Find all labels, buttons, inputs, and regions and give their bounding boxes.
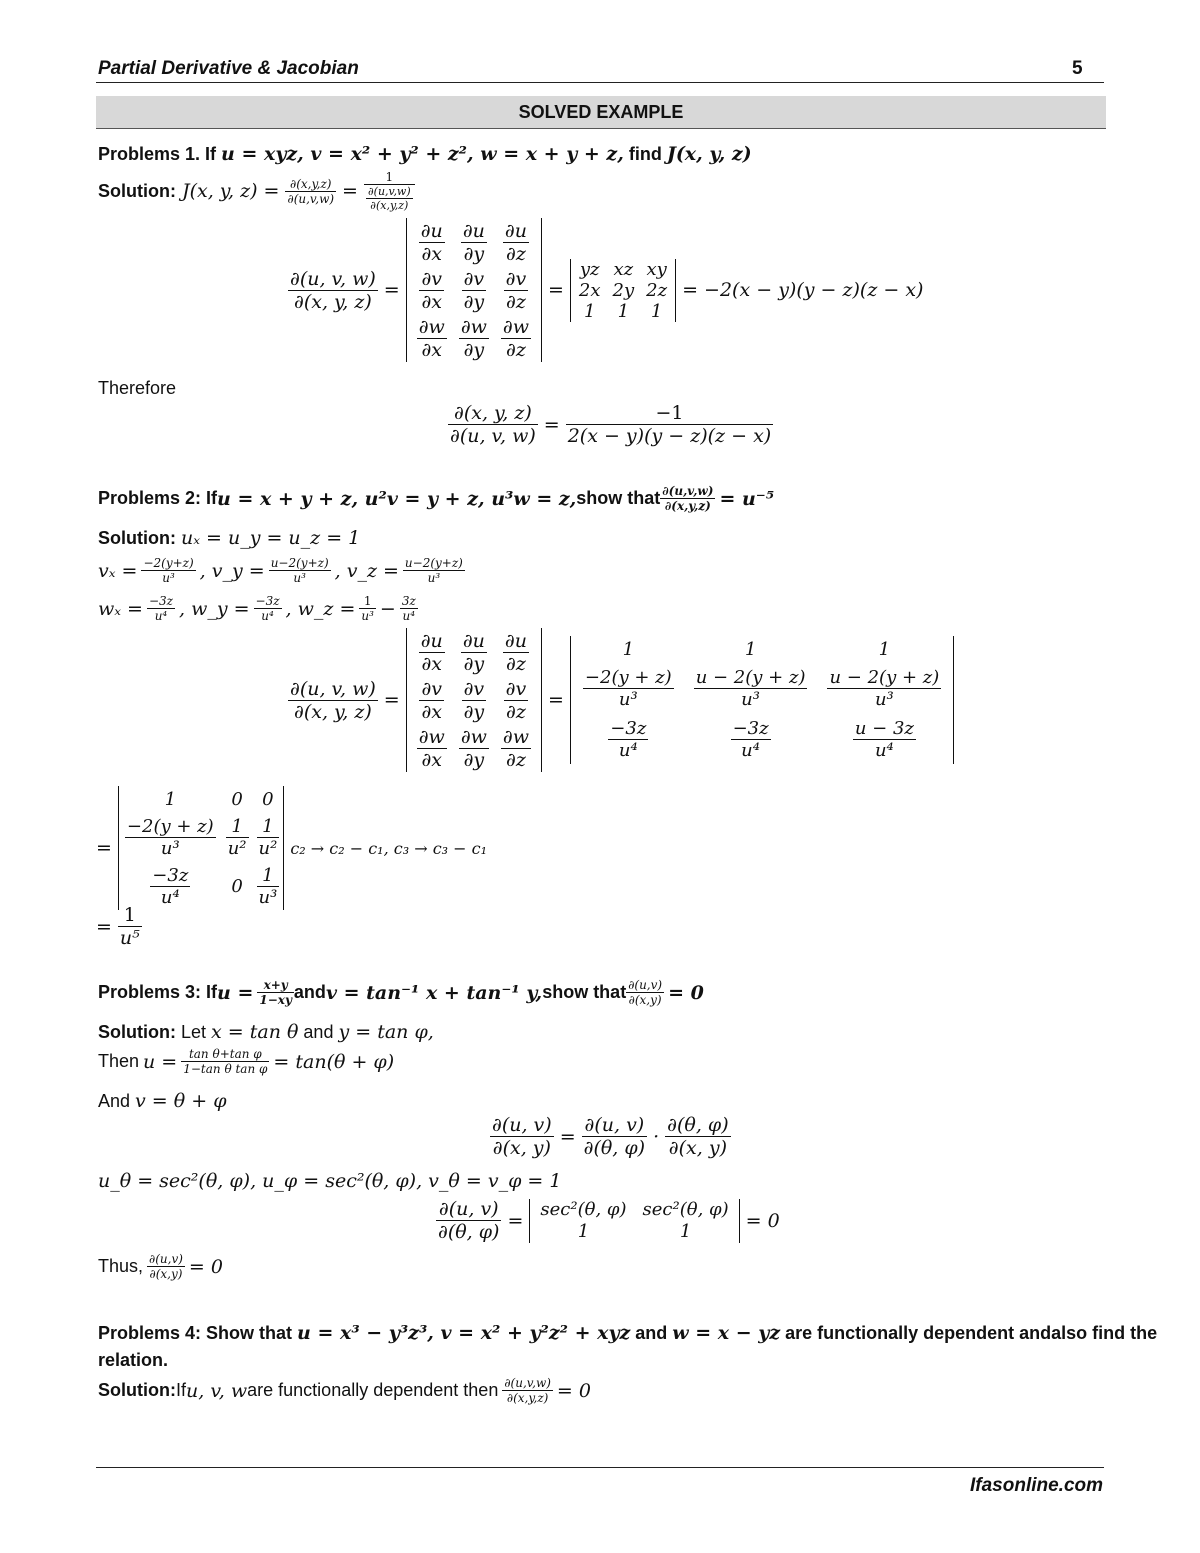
matrix-cell — [459, 314, 489, 362]
p2-wz-frac2: $\frac{3z}{\text{u⁴}}$ — [401, 594, 416, 623]
p2-reduced-eq: = 1 $\frac{-2(y + z)}{\text{u³}}$ $\frac{-3z}{\text{u⁴}}$ 0 $\frac{1}{\text{u²}}$ 0 0 $\frac{1}{\text{u²}}$ $\frac{1}{\text{u³}}$ c₂ → c₂ − c₁, c₃ → c₃ − c₁ — [96, 786, 487, 910]
p3-thus — [98, 1252, 223, 1281]
p1-inv-rhs: $\frac{-1}{2(x - y)(y - z)(z - x)}$ — [567, 402, 772, 447]
p2-label: Problems 2: If — [98, 488, 218, 508]
matrix-cell: 0 — [262, 788, 274, 810]
partial-derivative: $\frac{\partial u}{\partial z}$ — [504, 629, 527, 675]
p3-label: Problems 3: If — [98, 982, 218, 1002]
p2-partial-det — [406, 628, 542, 772]
matrix-cell: 1 — [577, 1220, 590, 1242]
p2-wz-frac1: $\frac{1}{\text{u³}}$ — [361, 594, 374, 623]
matrix-cell: xy — [646, 258, 667, 280]
matrix-cell — [419, 218, 445, 266]
p2-wx-lhs: wₓ = — [98, 597, 143, 620]
p2-wy-lhs: , w_y = — [178, 597, 250, 620]
p2-jacobian-eq: $\frac{\partial(u, v, w)}{\partial(x, y, z)}$ = $\frac{\partial u}{\partial x}$ $\frac{\partial v}{\partial x}$ $\frac{\partial w}{\partial x}$ $\frac{\partial u}{\partial y}$ $\frac{\partial v}{\partial y}$ $\frac{\partial w}{\partial y}$ $\frac{\partial u}{\partial z}$ $\frac{\partial v}{\partial z}$ $\frac{\partial w}{\partial z}$ = 1 $\frac{-2(y + z)}{\text{u³}}$ $\frac{-3z}{\text{u⁴}}$ 1 $\frac{u - 2(y + z)}{\text{u³}}$ $\frac{-3z}{\text{u⁴}}$ 1 $\frac{u - 2(y + z)}{\text{u³}}$ $\frac{u - 3z}{\text{u⁴}}$ — [288, 628, 954, 772]
header-title: Partial Derivative & Jacobian — [98, 58, 359, 79]
p3-and: and — [293, 982, 326, 1002]
fraction: $\frac{u - 3z}{\text{u⁴}}$ — [854, 717, 914, 761]
partial-derivative: $\frac{\partial w}{\partial y}$ — [460, 725, 487, 771]
header-rule — [96, 82, 1104, 83]
matrix-cell — [501, 314, 531, 362]
fraction: $\frac{-2(y + z)}{\text{u³}}$ — [126, 815, 214, 859]
p1-therefore: Therefore — [98, 378, 177, 398]
matrix-cell: 0 — [231, 875, 243, 897]
p2-wy-frac: $\frac{-3z}{\text{u⁴}}$ — [255, 594, 280, 623]
p1-solution — [98, 170, 415, 212]
p4-and: and — [630, 1323, 673, 1343]
p3-thus-label: Thus, — [98, 1256, 144, 1276]
partial-derivative: $\frac{\partial v}{\partial y}$ — [463, 677, 485, 723]
matrix-cell — [503, 628, 529, 676]
p3-thus-rhs: = 0 — [188, 1255, 223, 1278]
p2-vy-lhs: , v_y = — [199, 559, 265, 582]
matrix-cell — [827, 662, 941, 714]
p4-sol-rhs: = 0 — [556, 1379, 591, 1402]
p3-chain-rule: $\frac{\partial(u, v)}{\partial(x, y)}$ = $\frac{\partial(u, v)}{\partial(\theta, \varphi)}$ · $\frac{\partial(\theta, \varphi)}{\partial(x, y)}$ — [492, 1114, 729, 1159]
matrix-cell: 1 — [164, 788, 177, 810]
fraction: $\frac{-3z}{\text{u⁴}}$ — [152, 864, 189, 908]
p2-sol-label: Solution: — [98, 528, 181, 548]
p3-then-label: Then — [98, 1051, 140, 1071]
p1-result: = −2(x − y)(y − z)(z − x) — [682, 279, 924, 301]
p3-let-x: x = tan θ — [211, 1021, 299, 1043]
p4-sol-text: are functionally dependent then — [247, 1380, 499, 1400]
p1-J: J(x, y, z) = — [181, 180, 280, 202]
p2-show: show that — [576, 488, 661, 508]
p2-show-frac: $\frac{\partial(u,v,w)}{\partial(x,y,z)}$ — [662, 484, 714, 513]
p1-jacobian-eq: $\frac{\partial(u, v, w)}{\partial(x, y, z)}$ = $\frac{\partial u}{\partial x}$ $\frac{\partial v}{\partial x}$ $\frac{\partial w}{\partial x}$ $\frac{\partial u}{\partial y}$ $\frac{\partial v}{\partial y}$ $\frac{\partial w}{\partial y}$ $\frac{\partial u}{\partial z}$ $\frac{\partial v}{\partial z}$ $\frac{\partial w}{\partial z}$ = yz 2x 1 xz 2y 1 xy 2z 1 = −2(x − y)(y − z)(z − x) — [290, 219, 924, 361]
p4-sol-if: If — [175, 1380, 186, 1400]
matrix-cell — [731, 714, 771, 764]
partial-derivative: $\frac{\partial w}{\partial z}$ — [502, 725, 529, 771]
p3-statement — [98, 978, 704, 1007]
partial-derivative: $\frac{\partial u}{\partial y}$ — [462, 219, 485, 265]
matrix-cell — [419, 628, 445, 676]
fraction: $\frac{u - 2(y + z)}{\text{u³}}$ — [829, 666, 940, 710]
partial-derivative: $\frac{\partial v}{\partial z}$ — [505, 677, 527, 723]
p3-u-lhs: u = — [217, 981, 254, 1004]
matrix-cell: 1 — [679, 1220, 692, 1242]
p1-eq: = — [342, 180, 358, 202]
p1-frac-xyz-uvw: $\frac{\partial(x,y,z)}{\partial(u,v,w)}$ — [287, 176, 335, 206]
p3-chain-lhs: $\frac{\partial(u, v)}{\partial(x, y)}$ — [492, 1114, 552, 1159]
p3-solution — [98, 1021, 434, 1043]
p3-then-frac: $\frac{\text{tan θ+tan φ}}{\text{1−tan θ tan φ}}$ — [183, 1047, 268, 1076]
matrix-cell: 0 — [231, 788, 243, 810]
matrix-cell — [461, 628, 487, 676]
p4-w-expr: w = x − yz — [672, 1322, 781, 1344]
matrix-cell — [419, 676, 444, 724]
p2-value-det — [570, 636, 954, 764]
matrix-cell — [694, 662, 808, 714]
p3-sol-label: Solution: — [98, 1022, 181, 1042]
p1-numeric-det — [570, 259, 676, 322]
p3-let: Let — [180, 1022, 212, 1042]
p2-final-eq: = $\frac{1}{\text{u⁵}}$ — [96, 904, 140, 949]
p4-sol-frac: $\frac{\partial(u,v,w)}{\partial(x,y,z)}$ — [504, 1376, 551, 1405]
matrix-cell: sec²(θ, φ) — [642, 1198, 729, 1220]
matrix-cell — [150, 862, 190, 910]
p4-solution — [98, 1376, 591, 1405]
matrix-cell: 2x — [578, 279, 601, 301]
p2-solution — [98, 527, 360, 549]
p1-frac-reciprocal: $\frac{1}{\frac{\partial(u,v,w)}{\partial(x,y,z)}}$ — [364, 170, 415, 212]
p3-let-y: y = tan φ, — [338, 1021, 434, 1043]
matrix-cell — [257, 862, 280, 910]
p3-then-rhs: = tan(θ + φ) — [273, 1050, 395, 1073]
matrix-cell: 1 — [584, 300, 596, 322]
matrix-cell — [461, 218, 487, 266]
matrix-cell — [125, 812, 216, 862]
p3-and-v-expr: v = θ + φ — [135, 1090, 227, 1112]
p2-functions: u = x + y + z, u²v = y + z, u³w = z, — [217, 487, 577, 510]
matrix-cell — [462, 676, 487, 724]
p2-wz-minus: − — [379, 597, 396, 620]
fraction: $\frac{u - 2(y + z)}{\text{u³}}$ — [695, 666, 806, 710]
partial-derivative: $\frac{\partial v}{\partial x}$ — [421, 677, 443, 723]
p2-statement — [98, 484, 774, 513]
p4-statement-line1 — [98, 1322, 1157, 1344]
p2-wx-frac: $\frac{-3z}{\text{u⁴}}$ — [148, 594, 173, 623]
p2-reduced-det — [118, 786, 284, 910]
partial-derivative: $\frac{\partial u}{\partial y}$ — [462, 629, 485, 675]
matrix-cell — [608, 714, 648, 764]
p3-chain-dot: · — [653, 1125, 660, 1148]
section-band — [96, 96, 1106, 129]
p1-inv-lhs: $\frac{\partial(x, y, z)}{\partial(u, v, w)}$ — [450, 402, 536, 447]
matrix-cell — [417, 724, 447, 772]
p2-vz-lhs: , v_z = — [334, 559, 399, 582]
p4-statement-line2: relation. — [98, 1350, 169, 1370]
p3-u-frac: $\frac{x+y}{1-xy}$ — [259, 978, 292, 1007]
matrix-cell — [417, 314, 447, 362]
partial-derivative: $\frac{\partial w}{\partial x}$ — [418, 725, 445, 771]
matrix-cell — [419, 266, 444, 314]
p3-chain-f1: $\frac{\partial(u, v)}{\partial(\theta, \varphi)}$ — [583, 1114, 646, 1159]
p4-dependent-text: are functionally dependent andalso find the — [780, 1323, 1158, 1343]
matrix-cell — [501, 724, 531, 772]
partial-derivative: $\frac{\partial v}{\partial y}$ — [463, 267, 485, 313]
p2-v-partials — [98, 556, 465, 585]
matrix-cell — [226, 812, 249, 862]
partial-derivative: $\frac{\partial v}{\partial z}$ — [505, 267, 527, 313]
p3-then-u: u = — [143, 1050, 178, 1073]
matrix-cell — [503, 218, 529, 266]
p4-uv-expr: u = x³ − y³z³, v = x² + y²z² + xyz — [297, 1322, 631, 1344]
fraction: $\frac{1}{\text{u³}}$ — [258, 864, 278, 908]
p1-functions: u = xyz, v = x² + y² + z², w = x + y + z, — [221, 143, 624, 165]
p1-inverse-eq: $\frac{\partial(x, y, z)}{\partial(u, v, w)}$ = $\frac{-1}{2(x - y)(y - z)(z - x)}$ — [450, 402, 772, 447]
partial-derivative: $\frac{\partial w}{\partial x}$ — [418, 315, 445, 361]
matrix-cell: yz — [579, 258, 600, 280]
partial-derivative: $\frac{\partial u}{\partial x}$ — [420, 629, 443, 675]
p2-sol-expr: uₓ = u_y = u_z = 1 — [180, 527, 361, 549]
partial-derivative: $\frac{\partial v}{\partial x}$ — [421, 267, 443, 313]
page-number: 5 — [1072, 58, 1083, 79]
fraction: $\frac{1}{\text{u²}}$ — [258, 815, 278, 859]
p1-find-expr: J(x, y, z) — [666, 143, 752, 165]
p3-and2: and — [298, 1022, 339, 1042]
p2-vx-lhs: vₓ = — [98, 559, 138, 582]
section-band-label: SOLVED EXAMPLE — [518, 102, 684, 122]
partial-derivative: $\frac{\partial u}{\partial z}$ — [504, 219, 527, 265]
p2-column-ops: c₂ → c₂ − c₁, c₃ → c₃ − c₁ — [290, 838, 488, 858]
matrix-cell: 2z — [646, 279, 668, 301]
matrix-cell — [504, 266, 529, 314]
p2-show-rhs: = u⁻⁵ — [719, 487, 775, 510]
p4-show-that: Show that — [206, 1323, 298, 1343]
partial-derivative: $\frac{\partial w}{\partial z}$ — [502, 315, 529, 361]
p2-final-frac: $\frac{1}{\text{u⁵}}$ — [119, 904, 140, 949]
matrix-cell — [853, 714, 916, 764]
p3-then — [98, 1047, 394, 1076]
matrix-cell — [459, 724, 489, 772]
matrix-cell: xz — [613, 258, 634, 280]
matrix-cell: 1 — [622, 638, 635, 660]
matrix-cell: 1 — [744, 638, 757, 660]
partial-derivative: $\frac{\partial w}{\partial y}$ — [460, 315, 487, 361]
p1-jac-lhs: $\frac{\partial(u, v, w)}{\partial(x, y, z)}$ — [290, 267, 376, 313]
matrix-cell — [462, 266, 487, 314]
p2-vy-frac: $\frac{u-2(y+z)}{\text{u³}}$ — [270, 556, 329, 585]
p3-v-expr: v = tan⁻¹ x + tan⁻¹ y, — [325, 981, 543, 1004]
p1-partial-det — [406, 218, 542, 362]
p1-find: find — [623, 144, 667, 164]
partial-derivative: $\frac{\partial u}{\partial x}$ — [420, 219, 443, 265]
matrix-cell: 1 — [617, 300, 630, 322]
matrix-cell: 1 — [650, 300, 663, 322]
matrix-cell — [257, 812, 280, 862]
fraction: $\frac{-3z}{\text{u⁴}}$ — [732, 717, 769, 761]
p3-and-v — [98, 1090, 227, 1112]
p3-show: show that — [542, 982, 627, 1002]
p3-det-rhs: = 0 — [745, 1209, 780, 1232]
matrix-cell: 1 — [878, 638, 891, 660]
footer-site: Ifasonline.com — [970, 1475, 1104, 1496]
fraction: $\frac{-3z}{\text{u⁴}}$ — [610, 717, 647, 761]
p3-chain-f2: $\frac{\partial(\theta, \varphi)}{\partial(x, y)}$ — [667, 1114, 729, 1159]
p1-label: Problems 1. If — [98, 144, 222, 164]
p3-derivatives: u_θ = sec²(θ, φ), u_φ = sec²(θ, φ), v_θ = v_φ = 1 — [98, 1170, 562, 1192]
p3-show-frac: $\frac{\partial(u,v)}{\partial(x,y)}$ — [628, 978, 663, 1007]
p3-show-rhs: = 0 — [668, 981, 704, 1004]
footer-rule — [96, 1467, 1104, 1468]
p3-det — [529, 1199, 739, 1243]
p1-statement — [98, 143, 752, 165]
matrix-cell: 2y — [612, 279, 635, 301]
p4-sol-uvw: u, v, w — [186, 1379, 248, 1402]
p2-vz-frac: $\frac{u-2(y+z)}{\text{u³}}$ — [404, 556, 463, 585]
p2-vx-frac: $\frac{-2(y+z)}{\text{u³}}$ — [143, 556, 194, 585]
p2-wz-lhs: , w_z = — [285, 597, 356, 620]
p3-and-v-label: And — [98, 1091, 136, 1111]
p4-label: Problems 4: — [98, 1323, 207, 1343]
p1-sol-label: Solution: — [98, 180, 176, 201]
fraction: $\frac{-2(y + z)}{\text{u³}}$ — [584, 666, 672, 710]
p2-jac-lhs: $\frac{\partial(u, v, w)}{\partial(x, y, z)}$ — [290, 677, 376, 723]
matrix-cell: sec²(θ, φ) — [540, 1198, 627, 1220]
p3-det-eq: $\frac{\partial(u, v)}{\partial(\theta, \varphi)}$ = sec²(θ, φ) 1 sec²(θ, φ) 1 = 0 — [438, 1198, 780, 1243]
matrix-cell — [583, 662, 674, 714]
p3-det-lhs: $\frac{\partial(u, v)}{\partial(\theta, \varphi)}$ — [438, 1198, 500, 1243]
p2-w-partials — [98, 594, 418, 623]
p4-sol-label: Solution: — [98, 1380, 176, 1400]
fraction: $\frac{1}{\text{u²}}$ — [227, 815, 247, 859]
matrix-cell — [504, 676, 529, 724]
p3-thus-frac: $\frac{\partial(u,v)}{\partial(x,y)}$ — [149, 1252, 183, 1281]
